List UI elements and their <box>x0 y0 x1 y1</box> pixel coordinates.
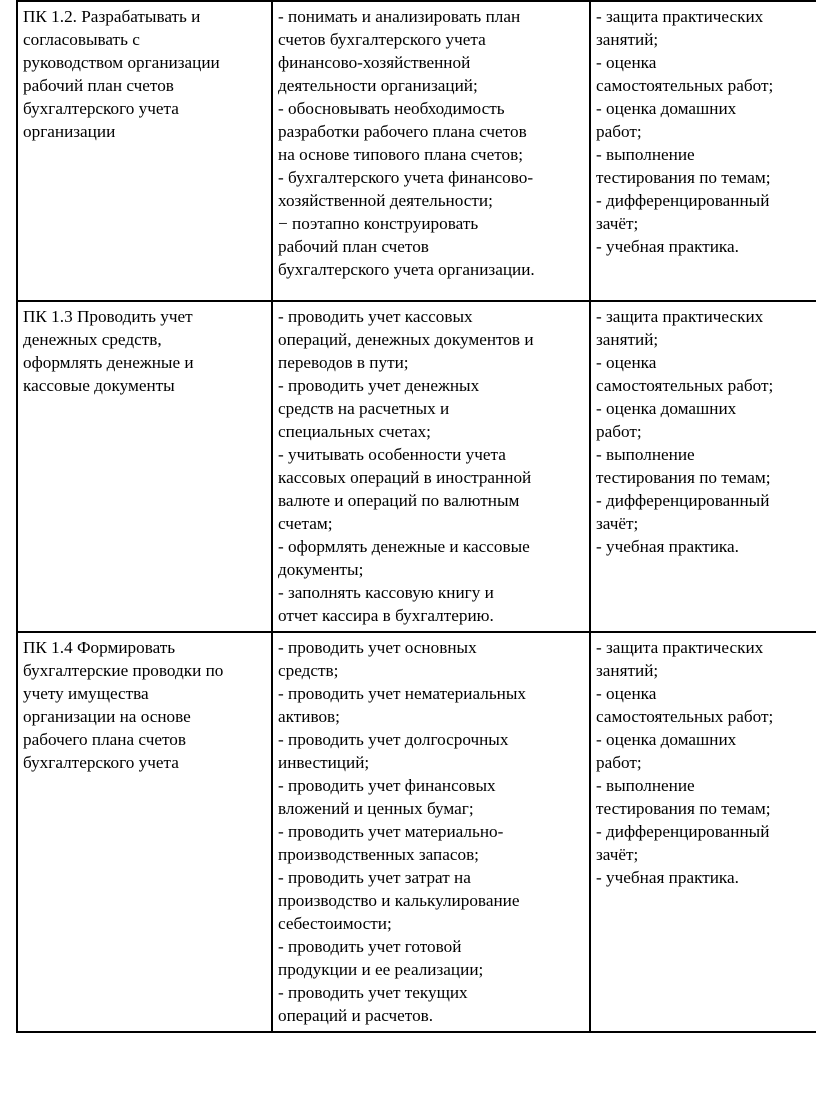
skills-text: - бухгалтерского учета финансово- <box>278 168 534 187</box>
skills-text: операций и расчетов. <box>278 1006 434 1025</box>
skills-cell <box>272 632 590 1032</box>
skills-text: хозяйственной деятельности; <box>278 191 493 210</box>
assessment-text: тестирования по темам; <box>596 468 771 487</box>
skills-text: себестоимости; <box>278 914 392 933</box>
skills-text: на основе типового плана счетов; <box>278 145 523 164</box>
skills-text: операций, денежных документов и <box>278 330 534 349</box>
table-row <box>17 301 816 632</box>
skills-text: - проводить учет нематериальных <box>278 684 527 703</box>
skills-text: производственных запасов; <box>278 845 479 864</box>
competency-text: учету имущества <box>23 684 149 703</box>
assessment-text: - оценка домашних <box>596 399 737 418</box>
assessment-text: - защита практических <box>596 307 764 326</box>
assessment-text: тестирования по темам; <box>596 168 771 187</box>
assessment-text: - оценка <box>596 684 657 703</box>
skills-text: - проводить учет кассовых <box>278 307 473 326</box>
assessment-cell <box>590 301 816 632</box>
assessment-cell <box>590 1 816 301</box>
competency-text: согласовывать с <box>23 30 140 49</box>
skills-text: средств; <box>278 661 339 680</box>
skills-text: деятельности организаций; <box>278 76 478 95</box>
skills-text: финансово-хозяйственной <box>278 53 471 72</box>
table-row <box>17 1 816 301</box>
assessment-text: - оценка домашних <box>596 99 737 118</box>
skills-text: активов; <box>278 707 340 726</box>
assessment-text: зачёт; <box>596 514 639 533</box>
competency-text: бухгалтерские проводки по <box>23 661 224 680</box>
assessment-text: - выполнение <box>596 445 695 464</box>
assessment-text: - выполнение <box>596 145 695 164</box>
skills-text: - оформлять денежные и кассовые <box>278 537 530 556</box>
skills-text: производство и калькулирование <box>278 891 520 910</box>
competency-text: ПК 1.3 Проводить учет <box>23 307 193 326</box>
skills-text: разработки рабочего плана счетов <box>278 122 527 141</box>
assessment-text: - учебная практика. <box>596 868 739 887</box>
assessment-cell <box>590 632 816 1032</box>
assessment-text: занятий; <box>596 30 659 49</box>
competency-text: организации на основе <box>23 707 191 726</box>
assessment-text: - защита практических <box>596 7 764 26</box>
table-row <box>17 632 816 1032</box>
assessment-text: - оценка <box>596 53 657 72</box>
competency-cell <box>17 301 272 632</box>
assessment-text: - учебная практика. <box>596 537 739 556</box>
competency-text: бухгалтерского учета <box>23 753 179 772</box>
skills-text: специальных счетах; <box>278 422 431 441</box>
skills-text: переводов в пути; <box>278 353 409 372</box>
assessment-text: - дифференцированный <box>596 191 770 210</box>
competency-text: денежных средств, <box>23 330 162 349</box>
competency-text: бухгалтерского учета <box>23 99 179 118</box>
assessment-text: зачёт; <box>596 845 639 864</box>
skills-text: - проводить учет денежных <box>278 376 480 395</box>
assessment-text: зачёт; <box>596 214 639 233</box>
skills-text: бухгалтерского учета организации. <box>278 260 535 279</box>
assessment-text: - оценка домашних <box>596 730 737 749</box>
competency-text: ПК 1.4 Формировать <box>23 638 176 657</box>
assessment-text: самостоятельных работ; <box>596 707 774 726</box>
skills-text: отчет кассира в бухгалтерию. <box>278 606 494 625</box>
skills-text: средств на расчетных и <box>278 399 450 418</box>
competency-cell <box>17 632 272 1032</box>
assessment-text: - защита практических <box>596 638 764 657</box>
skills-text: вложений и ценных бумаг; <box>278 799 474 818</box>
assessment-text: самостоятельных работ; <box>596 76 774 95</box>
competency-text: организации <box>23 122 116 141</box>
assessment-text: - учебная практика. <box>596 237 739 256</box>
skills-text: продукции и ее реализации; <box>278 960 484 979</box>
skills-cell <box>272 301 590 632</box>
assessment-text: работ; <box>596 753 642 772</box>
skills-text: − поэтапно конструировать <box>278 214 479 233</box>
skills-text: - проводить учет финансовых <box>278 776 496 795</box>
skills-text: счетов бухгалтерского учета <box>278 30 486 49</box>
skills-text: - обосновывать необходимость <box>278 99 505 118</box>
skills-text: документы; <box>278 560 364 579</box>
skills-text: - проводить учет затрат на <box>278 868 471 887</box>
assessment-text: - оценка <box>596 353 657 372</box>
skills-text: - проводить учет основных <box>278 638 477 657</box>
competency-text: оформлять денежные и <box>23 353 194 372</box>
skills-text: инвестиций; <box>278 753 370 772</box>
competency-text: руководством организации <box>23 53 220 72</box>
skills-text: - понимать и анализировать план <box>278 7 521 26</box>
skills-cell <box>272 1 590 301</box>
competency-table <box>16 0 816 1033</box>
competency-text: кассовые документы <box>23 376 175 395</box>
assessment-text: самостоятельных работ; <box>596 376 774 395</box>
assessment-text: - выполнение <box>596 776 695 795</box>
assessment-text: - дифференцированный <box>596 491 770 510</box>
skills-text: - проводить учет материально- <box>278 822 504 841</box>
competency-cell <box>17 1 272 301</box>
skills-text: кассовых операций в иностранной <box>278 468 532 487</box>
skills-text: рабочий план счетов <box>278 237 429 256</box>
assessment-text: работ; <box>596 422 642 441</box>
competency-text: рабочего плана счетов <box>23 730 186 749</box>
assessment-text: занятий; <box>596 330 659 349</box>
skills-text: валюте и операций по валютным <box>278 491 520 510</box>
skills-text: - проводить учет готовой <box>278 937 462 956</box>
competency-text: ПК 1.2. Разрабатывать и <box>23 7 201 26</box>
skills-text: - проводить учет долгосрочных <box>278 730 509 749</box>
assessment-text: тестирования по темам; <box>596 799 771 818</box>
competency-text: рабочий план счетов <box>23 76 174 95</box>
skills-text: - заполнять кассовую книгу и <box>278 583 494 602</box>
assessment-text: работ; <box>596 122 642 141</box>
skills-text: - учитывать особенности учета <box>278 445 506 464</box>
skills-text: - проводить учет текущих <box>278 983 468 1002</box>
assessment-text: занятий; <box>596 661 659 680</box>
skills-text: счетам; <box>278 514 333 533</box>
assessment-text: - дифференцированный <box>596 822 770 841</box>
